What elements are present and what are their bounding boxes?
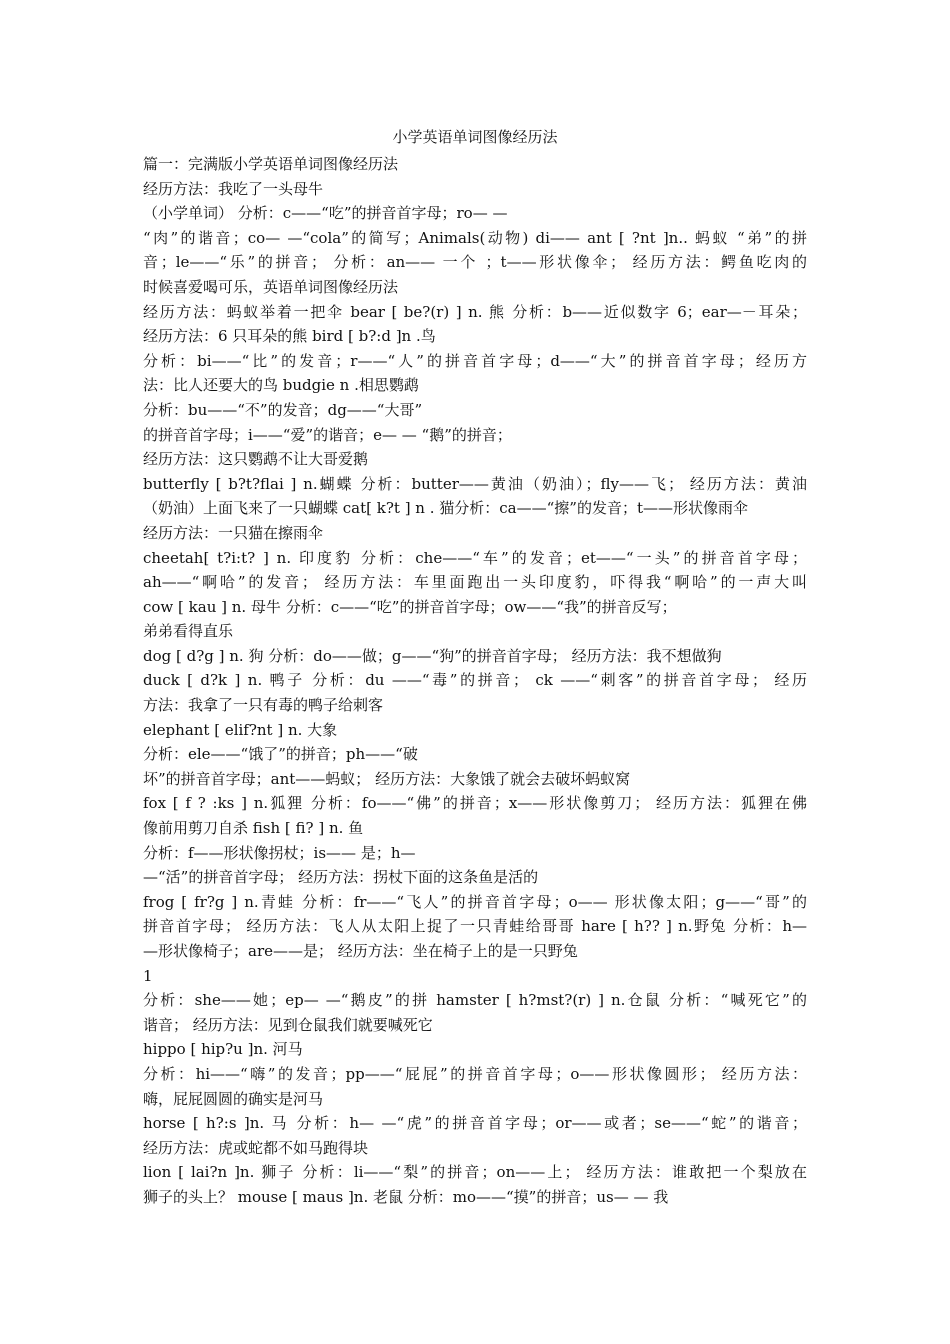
text-line: dog [ d?g ] n. 狗 分析：do——做；g——“狗”的拼音首字母； 经历方法：我不想做狗 bbox=[143, 646, 722, 665]
text-line: 经历方法：虎或蛇都不如马跑得块 bbox=[143, 1138, 369, 1157]
text-line: butterfly [ b?t?flai ] n.蝴蝶 分析：butter——黄油（奶油）；fly——飞； 经历方法：黄油 bbox=[143, 474, 807, 493]
text-line: “肉”的谐音；co— —“cola”的简写；Animals(动物) di—— ant [ ?nt ]n.. 蚂蚁 “弟”的拼 bbox=[143, 228, 807, 247]
text-line: 弟弟看得直乐 bbox=[143, 622, 234, 641]
text-line: 法：比人还要大的鸟 budgie n .相思鹦鹉 bbox=[143, 376, 419, 395]
text-line: 分析：bi——“比”的发音；r——“人”的拼音首字母；d——“大”的拼音首字母；经历方 bbox=[143, 351, 807, 370]
text-line: 经历方法：一只猫在擦雨伞 bbox=[143, 523, 324, 542]
text-line: lion [ lai?n ]n. 狮子 分析：li——“梨”的拼音；on——上； 经历方法：谁敢把一个梨放在 bbox=[143, 1163, 807, 1182]
text-line: 经历方法：这只鹦鹉不让大哥爱鹅 bbox=[143, 450, 369, 469]
text-line: 经历方法：我吃了一头母牛 bbox=[143, 179, 324, 198]
text-line: duck [ d?k ] n. 鸭子 分析：du ——“毒”的拼音； ck ——“刺客”的拼音首字母； 经历 bbox=[143, 671, 807, 690]
text-line: 音；le——“乐”的拼音； 分析：an—— 一个 ；t——形状像伞； 经历方法：鳄鱼吃肉的 bbox=[143, 253, 807, 272]
text-line: frog [ fr?g ] n.青蛙 分析：fr——“飞人”的拼音首字母；o—— 形状像太阳；g——“哥”的 bbox=[143, 892, 807, 911]
text-line: ah——“啊哈”的发音； 经历方法：车里面跑出一头印度豹，吓得我“啊哈”的一声大叫 bbox=[143, 573, 807, 592]
text-line: 狮子的头上？ mouse [ maus ]n. 老鼠 分析：mo——“摸”的拼音；us— — 我 bbox=[143, 1187, 669, 1206]
text-line: 经历方法：6 只耳朵的熊 bird [ b?:d ]n .鸟 bbox=[143, 327, 436, 346]
text-line: 分析：ele——“饿了”的拼音；ph——“破 bbox=[143, 745, 418, 764]
text-line: 的拼音首字母；i——“爱”的谐音；e— — “鹅”的拼音； bbox=[143, 425, 512, 444]
text-line: 1 bbox=[143, 966, 153, 985]
text-line: 坏”的拼音首字母；ant——蚂蚁； 经历方法：大象饿了就会去破坏蚂蚁窝 bbox=[143, 769, 631, 788]
text-line: cheetah[ t?i:t? ] n. 印度豹 分析：che——“车”的发音；et——“一头”的拼音首字母； bbox=[143, 548, 807, 567]
document-title: 小学英语单词图像经历法 bbox=[392, 128, 558, 146]
text-line: 谐音； 经历方法：见到仓鼠我们就要喊死它 bbox=[143, 1015, 433, 1034]
text-line: （奶油）上面飞来了一只蝴蝶 cat[ k?t ] n . 猫分析：ca——“擦”的发音；t——形状像雨伞 bbox=[143, 499, 748, 518]
text-line: —形状像椅子；are——是； 经历方法：坐在椅子上的是一只野兔 bbox=[143, 942, 578, 960]
text-line: 方法：我拿了一只有毒的鸭子给刺客 bbox=[143, 696, 384, 715]
text-line: 分析：f——形状像拐杖；is—— 是；h— bbox=[143, 843, 416, 862]
text-line: 分析：bu——“不”的发音；dg——“大哥” bbox=[143, 400, 423, 419]
text-line: cow [ kau ] n. 母牛 分析：c——“吃”的拼音首字母；ow——“我”的拼音反写； bbox=[143, 597, 677, 616]
text-line: 经历方法：蚂蚁举着一把伞 bear [ be?(r) ] n. 熊 分析：b——近似数字 6；ear—－耳朵； bbox=[143, 302, 807, 321]
text-line: fox [ f ? :ks ] n.狐狸 分析：fo——“佛”的拼音；x——形状像剪刀； 经历方法：狐狸在佛 bbox=[143, 794, 807, 813]
text-line: 时候喜爱喝可乐，英语单词图像经历法 bbox=[143, 277, 399, 296]
text-line: 像前用剪刀自杀 fish [ fi? ] n. 鱼 bbox=[143, 819, 364, 838]
text-line: horse [ h?:s ]n. 马 分析：h— —“虎”的拼音首字母；or——或者；se——“蛇”的谐音； bbox=[143, 1114, 807, 1133]
text-line: 分析：hi——“嗨”的发音；pp——“屁屁”的拼音首字母；o——形状像圆形； 经历方法： bbox=[143, 1064, 807, 1083]
text-line: （小学单词） 分析：c——“吃”的拼音首字母；ro— — bbox=[143, 204, 508, 223]
text-line: 分析：she——她；ep— —“鹅皮”的拼 hamster [ h?mst?(r) ] n.仓鼠 分析：“喊死它”的 bbox=[143, 991, 807, 1010]
text-line: elephant [ elif?nt ] n. 大象 bbox=[143, 720, 338, 739]
text-line: 拼音首字母； 经历方法：飞人从太阳上捉了一只青蛙给哥哥 hare [ h?? ] n.野兔 分析：h— bbox=[143, 917, 807, 936]
text-line: —“活”的拼音首字母； 经历方法：拐杖下面的这条鱼是活的 bbox=[143, 868, 539, 887]
text-line: 嗨，屁屁圆圆的确实是河马 bbox=[143, 1089, 324, 1108]
text-line: 篇一：完满版小学英语单词图像经历法 bbox=[143, 155, 399, 173]
text-line: hippo [ hip?u ]n. 河马 bbox=[143, 1040, 303, 1059]
document-body bbox=[143, 152, 807, 1210]
